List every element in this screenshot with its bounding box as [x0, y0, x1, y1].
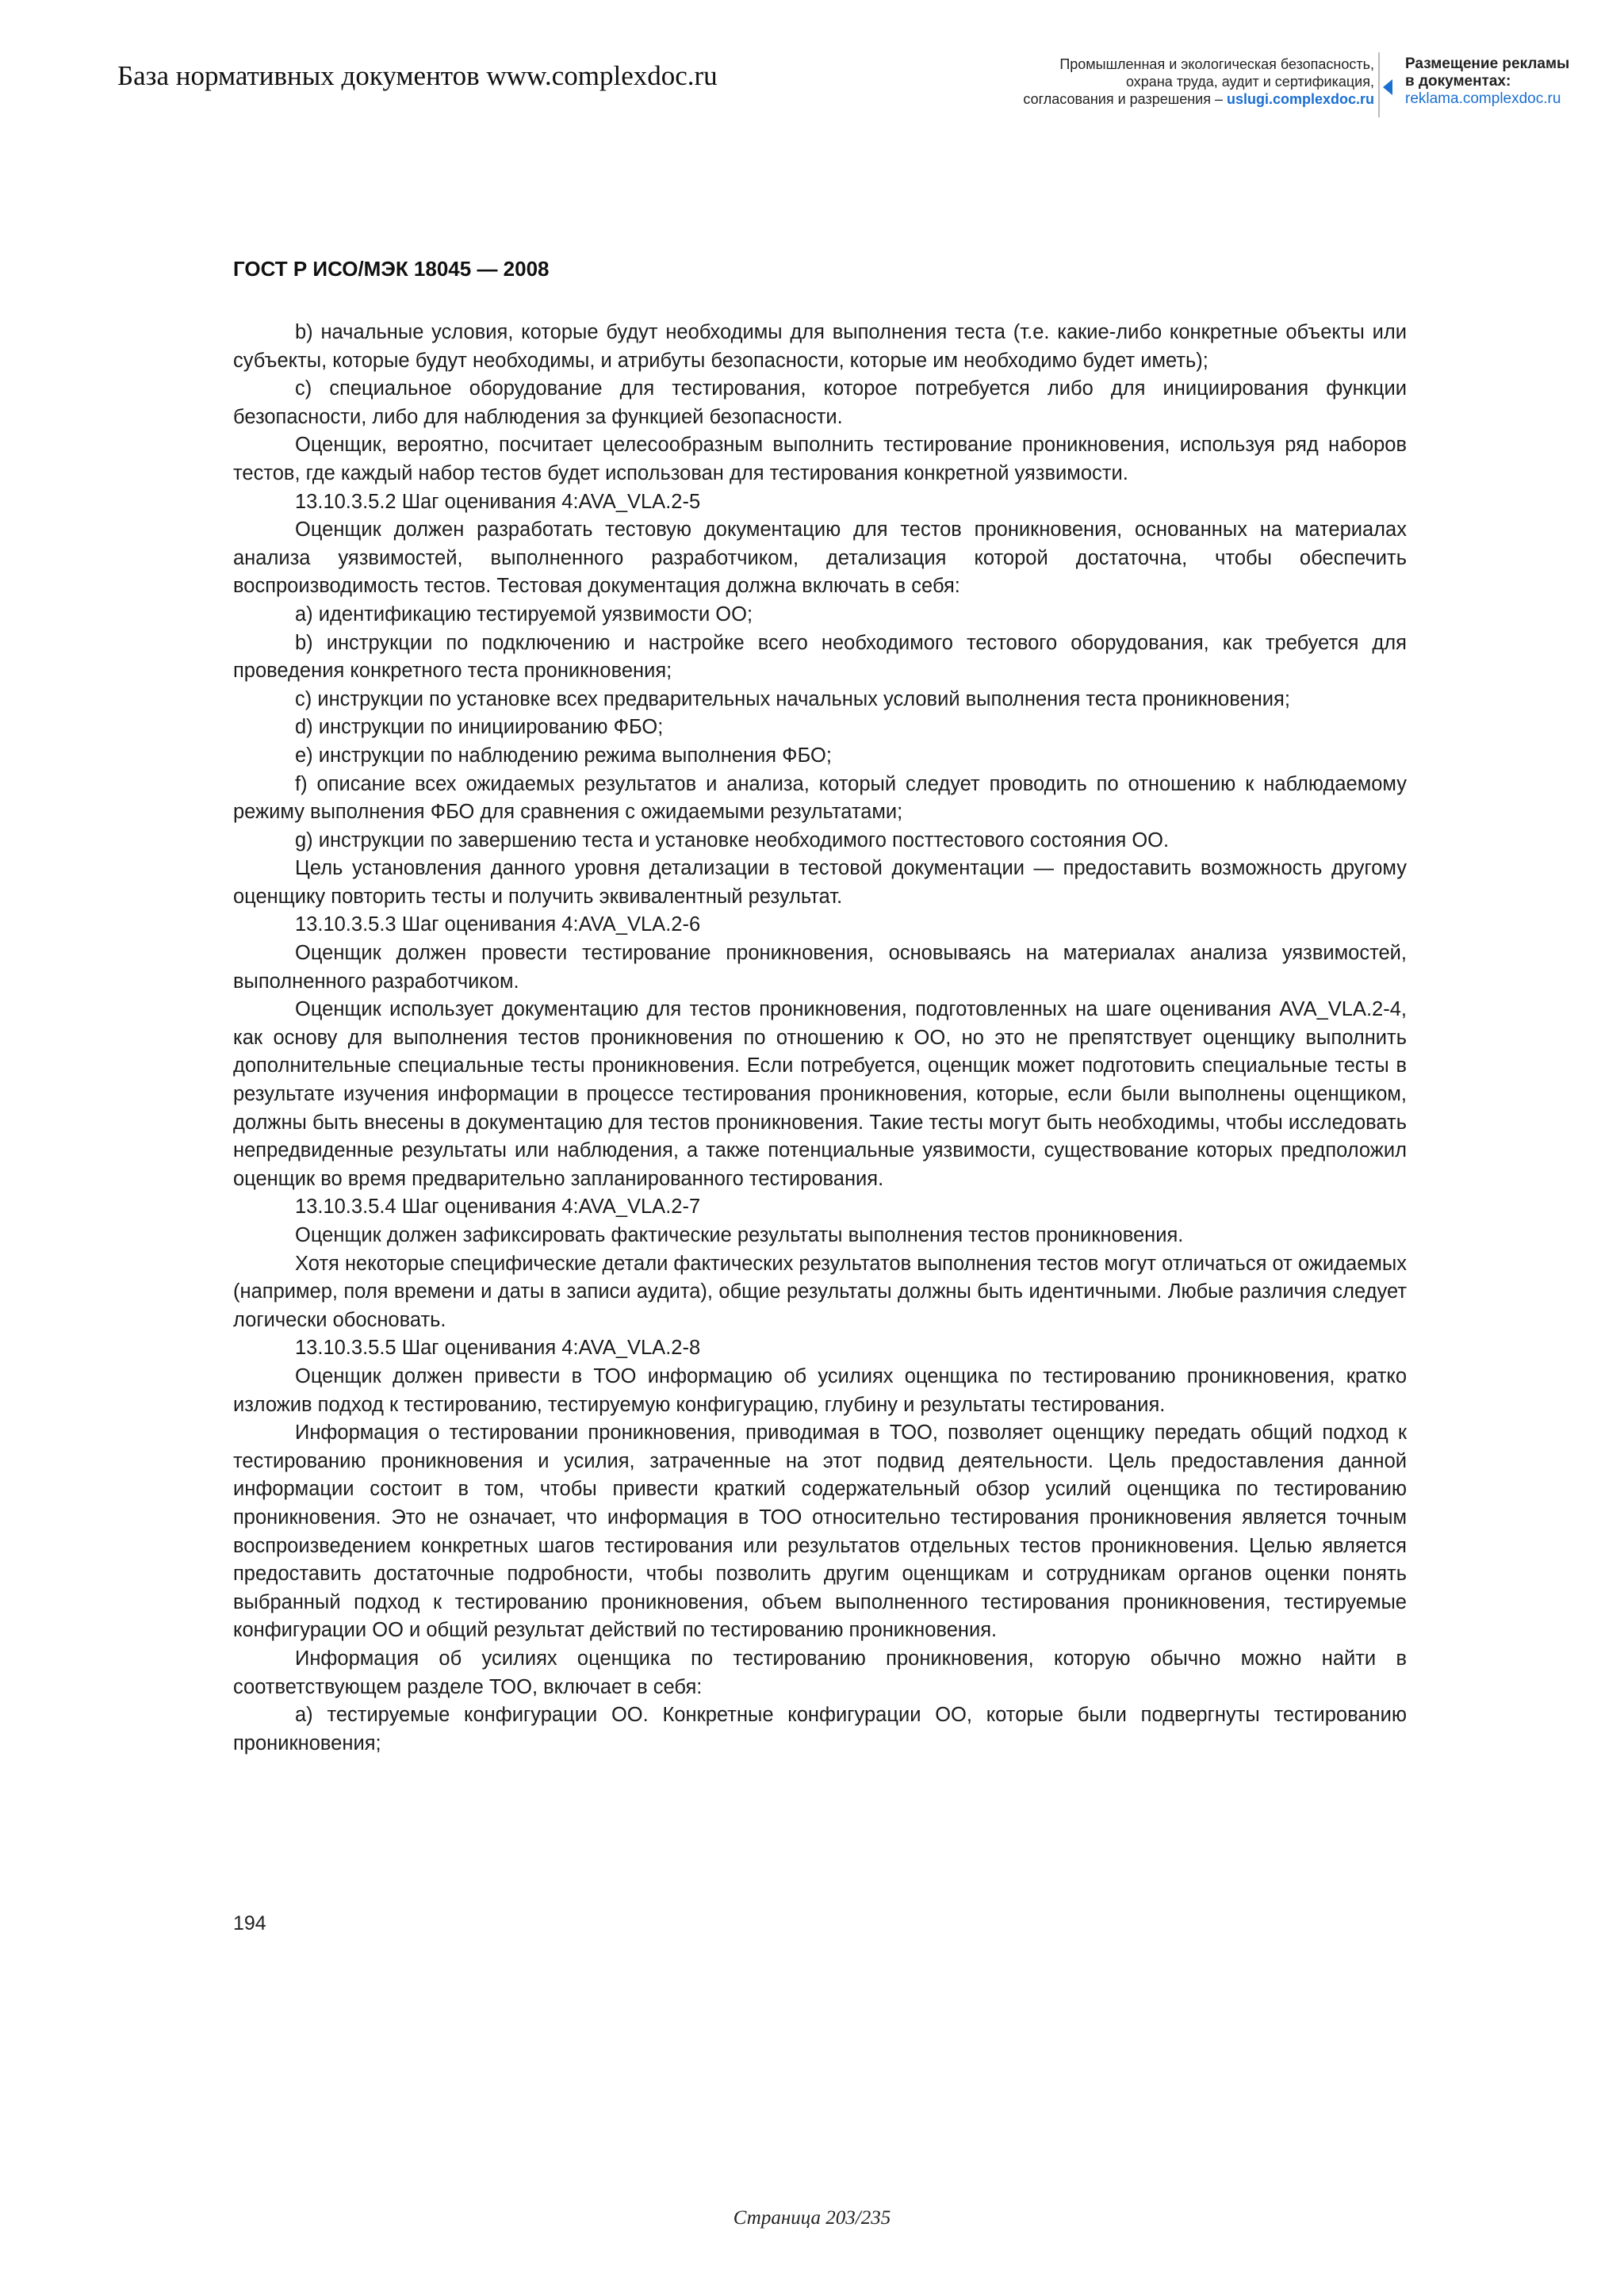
list-item: a) тестируемые конфигурации ОО. Конкретные конфигурации ОО, которые были подвергнуты тестированию проникновения; — [233, 1704, 1407, 1755]
ads-line-2: в документах: — [1405, 73, 1511, 90]
section-heading: 13.10.3.5.3 Шаг оценивания 4:AVA_VLA.2-6 — [295, 913, 701, 936]
list-item: a) идентификацию тестируемой уязвимости ОО; — [295, 603, 753, 626]
paragraph: Оценщик должен зафиксировать фактические результаты выполнения тестов проникновения. — [295, 1224, 1184, 1246]
list-item: g) инструкции по завершению теста и установке необходимого посттестового состояния ОО. — [295, 828, 1170, 851]
paragraph: b) начальные условия, которые будут необходимы для выполнения теста (т.е. какие-либо конкретные объекты или субъекты, которые будут необходимы, и атрибуты безопасности, которые им необходимо будет иметь); — [233, 321, 1407, 372]
paragraph: c) специальное оборудование для тестирования, которое потребуется либо для инициирования функции безопасности, либо для наблюдения за функцией безопасности. — [233, 377, 1407, 428]
services-line-3 — [978, 90, 1374, 108]
services-block — [978, 55, 1374, 108]
paragraph: Информация о тестировании проникновения, приводимая в ТОО, позволяет оценщику передать общий подход к тестированию проникновения и усилия, затраченные на этот подвид деятельности. Цель предоставления данной информации состоит в том, чтобы привести краткий содержательный обзор усилий оценщика по тестированию проникновения. Это не означает, что информация в ТОО относительно тестирования проникновения является точным воспроизведением конкретных шагов тестирования или результатов отдельных тестов проникновения. Целью является предоставить достаточные подробности, чтобы позволить другим оценщикам и сотрудникам органов оценки понять выбранный подход к тестированию проникновения, объем выполненного тестирования проникновения, тестируемые конфигурации ОО и общий результат действий по тестированию проникновения. — [233, 1422, 1407, 1642]
services-link[interactable]: uslugi.complexdoc.ru — [1226, 91, 1374, 107]
section-heading: 13.10.3.5.5 Шаг оценивания 4:AVA_VLA.2-8 — [295, 1337, 701, 1360]
list-item: f) описание всех ожидаемых результатов и анализа, который следует проводить по отношению к наблюдаемому режиму выполнения ФБО для сравнения с ожидаемыми результатами; — [233, 772, 1407, 824]
paragraph: Оценщик использует документацию для тестов проникновения, подготовленных на шаге оценивания AVA_VLA.2-4, как основу для выполнения тестов проникновения по отношению к ОО, но это не препятствует оценщику выполнить дополнительные специальные тесты проникновения. Если потребуется, оценщик может подготовить специальные тесты в результате изучения информации в процессе тестирования проникновения, которые, если были выполнены оценщиком, должны быть внесены в документацию для тестов проникновения. Такие тесты могут быть необходимы, чтобы исследовать непредвиденные результаты или наблюдения, а также потенциальные уязвимости, существование которых предположил оценщик во время предварительно запланированного тестирования. — [233, 998, 1407, 1190]
page-number: 194 — [233, 1912, 266, 1934]
services-line-3-prefix: согласования и разрешения – — [1023, 91, 1227, 107]
list-item: c) инструкции по установке всех предварительных начальных условий выполнения теста проникновения; — [295, 687, 1290, 710]
paragraph: Оценщик должен разработать тестовую документацию для тестов проникновения, основанных на материалах анализа уязвимостей, выполненного разработчиком, детализация которой достаточна, чтобы обеспечить воспроизводимость тестов. Тестовая документация должна включать в себя: — [233, 519, 1407, 598]
document-code: ГОСТ Р ИСО/МЭК 18045 — 2008 — [233, 257, 550, 281]
ads-block — [1405, 55, 1595, 108]
services-line-1: Промышленная и экологическая безопасность, — [1059, 56, 1374, 72]
site-title: База нормативных документов www.complexdoc.ru — [117, 60, 718, 91]
paragraph: Цель установления данного уровня детализации в тестовой документации — предоставить возможность другому оценщику повторить тесты и получить эквивалентный результат. — [233, 857, 1407, 908]
paragraph: Информация об усилиях оценщика по тестированию проникновения, которую обычно можно найти в соответствующем разделе ТОО, включает в себя: — [233, 1647, 1407, 1698]
section-heading: 13.10.3.5.2 Шаг оценивания 4:AVA_VLA.2-5 — [295, 490, 701, 513]
ads-link[interactable]: reklama.complexdoc.ru — [1405, 90, 1561, 107]
services-line-2: охрана труда, аудит и сертификация, — [1125, 74, 1374, 90]
list-item: d) инструкции по инициированию ФБО; — [295, 716, 664, 739]
document-body — [233, 319, 1407, 1758]
arrow-left-icon — [1383, 79, 1392, 95]
paragraph: Оценщик должен привести в ТОО информацию об усилиях оценщика по тестированию проникновения, кратко изложив подход к тестированию, тестируемую конфигурацию, глубину и результаты тестирования. — [233, 1364, 1407, 1416]
paragraph: Оценщик, вероятно, посчитает целесообразным выполнить тестирование проникновения, используя ряд наборов тестов, где каждый набор тестов будет использован для тестирования конкретной уязвимости. — [233, 434, 1407, 484]
page-counter: Страница 203/235 — [733, 2207, 891, 2229]
header-divider — [1378, 52, 1380, 117]
paragraph: Хотя некоторые специфические детали фактических результатов выполнения тестов могут отличаться от ожидаемых (например, поля времени и даты в записи аудита), общие результаты должны быть идентичными. Любые различия следует логически обосновать. — [233, 1252, 1407, 1331]
list-item: b) инструкции по подключению и настройке всего необходимого тестового оборудования, как требуется для проведения конкретного теста проникновения; — [233, 631, 1407, 683]
list-item: e) инструкции по наблюдению режима выполнения ФБО; — [295, 744, 832, 767]
paragraph: Оценщик должен провести тестирование проникновения, основываясь на материалах анализа уязвимостей, выполненного разработчиком. — [233, 942, 1407, 993]
ads-line-1: Размещение рекламы — [1405, 55, 1570, 72]
section-heading: 13.10.3.5.4 Шаг оценивания 4:AVA_VLA.2-7 — [295, 1196, 701, 1219]
